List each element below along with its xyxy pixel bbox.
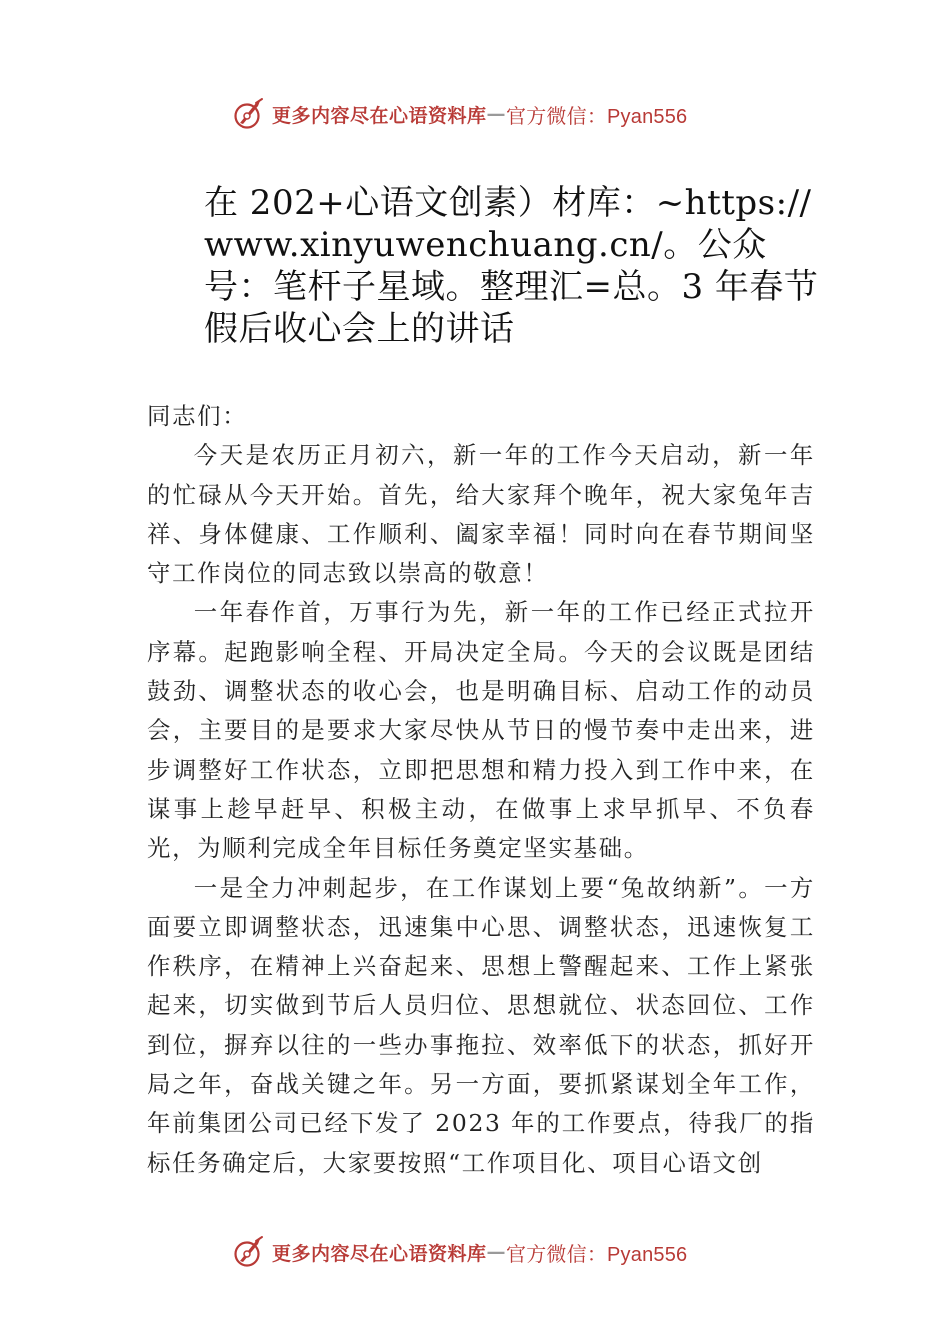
salutation: 同志们： [147,402,248,430]
paragraph-2: 一年春作首，万事行为先，新一年的工作已经正式拉开序幕。起跑影响全程、开局决定全局。今天的会议既是团结鼓劲、调整状态的收心会，也是明确目标、启动工作的动员会，主要目的是要求大家尽快从节日的慢节奏中走出来，进步调整好工作状态，立即把思想和精力投入到工作中来，在谋事上趁早赶早、积极主动，在做事上求早抓早、不负春光，为顺利完成全年目标任务奠定坚实基础。 [147,598,815,863]
header-promo-text: 更多内容尽在心语资料库 [272,104,487,127]
header-banner [232,94,752,134]
header-separator: — [486,103,507,125]
header-wechat-text: 官方微信：Pyan556 [506,105,688,128]
footer-promo-text: 更多内容尽在心语资料库 [272,1242,487,1265]
quill-logo-icon [232,1235,266,1269]
footer-banner [232,1232,752,1272]
document-body [147,397,815,1183]
footer-separator: — [486,1241,507,1263]
paragraph-3: 一是全力冲刺起步，在工作谋划上要“兔故纳新”。一方面要立即调整状态，迅速集中心思、调整状态，迅速恢复工作秩序，在精神上兴奋起来、思想上警醒起来、工作上紧张起来，切实做到节后人员归位、思想就位、状态回位、工作到位，摒弃以往的一些办事拖拉、效率低下的状态，抓好开局之年，奋战关键之年。另一方面，要抓紧谋划全年工作， 年前集团公司已经下发了 2023 年的工作要点，待我厂的指标任务确定后，大家要按照“工作项目化、项目心语文创 [147,873,815,1177]
paragraph-1: 今天是农历正月初六，新一年的工作今天启动，新一年的忙碌从今天开始。首先，给大家拜个晚年，祝大家兔年吉祥、身体健康、工作顺利、阖家幸福！同时向在春节期间坚守工作岗位的同志致以崇高的敬意！ [147,441,815,588]
quill-logo-icon [232,97,266,131]
footer-wechat-text: 官方微信：Pyan556 [506,1243,688,1266]
document-title: 在 202+心语文创素）材库：~https://www.xinyuwenchuang.cn/。公众号：笔杆子星域。整理汇=总。3 年春节假后收心会上的讲话 [204,183,819,349]
